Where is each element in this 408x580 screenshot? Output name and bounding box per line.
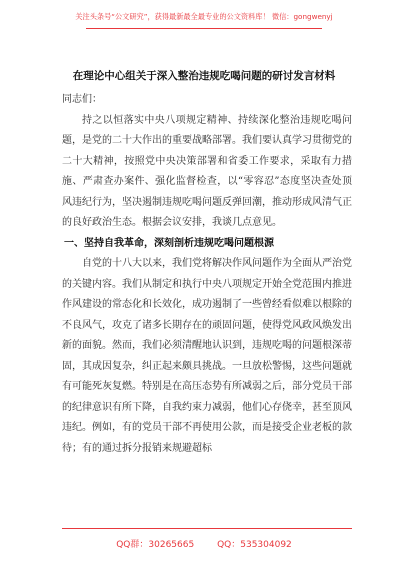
header-promo-note: 关注头条号“公文研究”，获得最新最全最专业的公文资料库！ 微信：gongwenyj [75,12,333,21]
footer-contact [0,537,408,550]
document-title: 在理论中心组关于深入整治违规吃喝问题的研讨发言材料 [72,70,336,82]
footer-qq-group: QQ群：30265665 [116,540,195,550]
header-divider [86,28,322,29]
salutation: 同志们： [62,94,102,105]
intro-paragraph: 持之以恒落实中央八项规定精神、持续深化整治违规吃喝问题，是党的二十大作出的重要战略部署。我们要认真学习贯彻党的二十大精神，按照党中央决策部署和省委工作要求，采取有力措施、严肃查办案件、强化监督检查，以“零容忍”态度坚决查处顶风违纪行为，坚决遏制违规吃喝问题反弹回潮，推动形成风清气正的良好政治生态。根据会议安排，我谈几点意见。 [62,114,352,228]
section-paragraph: 自党的十八大以来，我们党将解决作风问题作为全面从严治党的关键内容。我们从制定和执行中央八项规定开始全党范围内推进作风建设的常态化和长效化，成功遏制了一些曾经看似难以根除的不良风气，攻克了诸多长期存在的顽固问题，使得党风政风焕发出新的面貌。然而，我们必须清醒地认识到，违规吃喝的问题根深蒂固，其成因复杂，纠正起来颇具挑战。一旦放松警惕，这些问题就有可能死灰复燃。特别是在高压态势有所减弱之后，部分党员干部的纪律意识有所下降，自我约束力减弱，他们心存侥幸，甚至顶风违纪。例如，有的党员干部不再使用公款，而是接受企业老板的款待；有的通过拆分报销来规避超标 [62,258,352,454]
section-heading: 一、坚持自我革命，深刻剖析违规吃喝问题根源 [64,237,274,249]
footer-qq-number: QQ：535304092 [217,540,292,550]
document-body [62,90,352,459]
footer-divider [62,528,352,529]
